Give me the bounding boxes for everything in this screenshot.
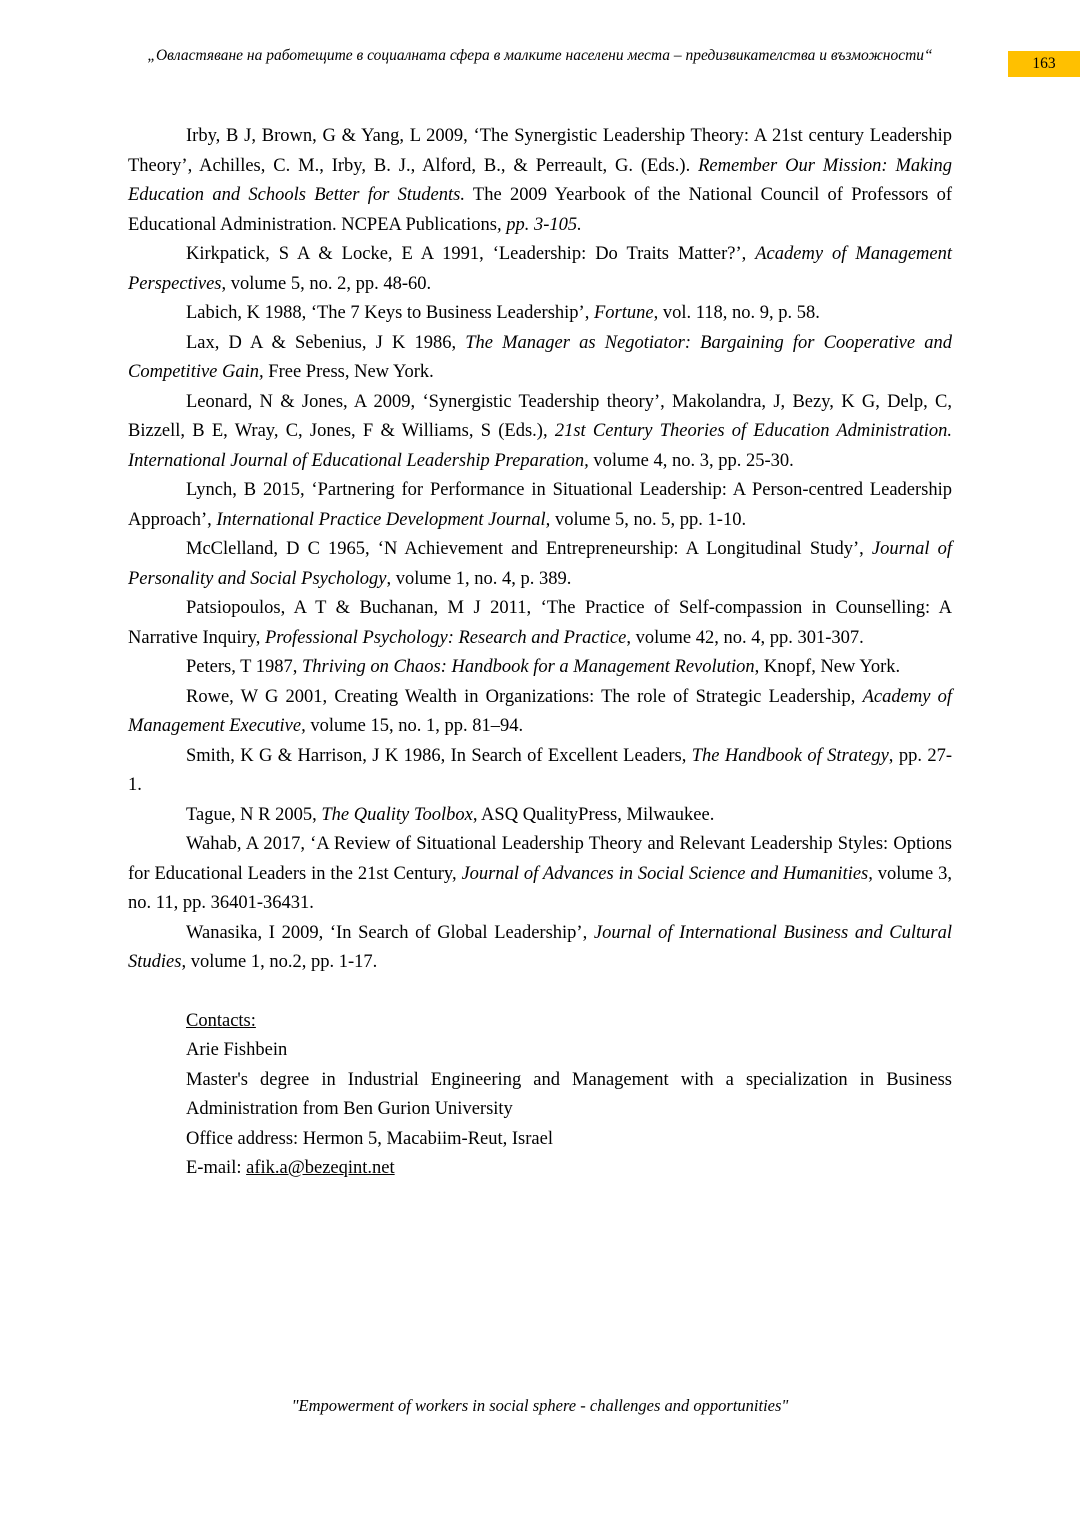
reference-text-run: International Practice Development Journal, — [216, 509, 551, 530]
reference-text-run: Free Press, New York. — [263, 362, 434, 382]
reference-entry — [128, 329, 952, 388]
reference-entry — [128, 801, 952, 831]
reference-text-run: Wahab, A 2017, ‘A Review of Situational Leadership Theory and Relevant Leadership Styles: Options for Educational Leaders in the 21st Century, — [128, 834, 952, 884]
page-header — [0, 44, 1080, 96]
reference-text-run: Wanasika, I 2009, ‘In Search of Global Leadership’, — [186, 922, 594, 943]
reference-text-run: volume 5, no. 5, pp. 1-10. — [550, 509, 747, 530]
reference-text-run: Academy of Management Executive, — [128, 686, 952, 736]
reference-text-run: Rowe, W G 2001, Creating Wealth in Organizations: The role of Strategic Leadership, — [186, 686, 863, 707]
reference-text-run: Patsiopoulos, A T & Buchanan, M J 2011, ‘The Practice of Self-compassion in Counselling: A Narrative Inquiry, — [128, 598, 952, 648]
reference-entry — [128, 594, 952, 653]
reference-text-run: , volume 42, no. 4, pp. 301-307. — [626, 627, 864, 648]
reference-text-run: , volume 5, no. 2, pp. 48-60. — [221, 273, 432, 294]
contact-email-line — [186, 1154, 952, 1184]
reference-entry — [128, 830, 952, 919]
reference-text-run: McClelland, D C 1965, ‘N Achievement and Entrepreneurship: A Longitudinal Study’, — [186, 539, 872, 559]
reference-entry — [128, 240, 952, 299]
reference-entry — [128, 683, 952, 742]
running-title: „Овластяване на работещите в социалната сфера в малките населени места – предизвикателства и възможности“ — [147, 47, 933, 64]
page-number: 163 — [1032, 55, 1056, 72]
reference-entry — [128, 476, 952, 535]
contacts-block — [128, 1007, 952, 1184]
reference-text-run: , pp. 3-105. — [496, 214, 582, 235]
reference-text-run: Journal of Advances in Social Science and Humanities, — [461, 863, 873, 884]
page-number-badge — [1008, 51, 1080, 77]
reference-entry — [128, 388, 952, 477]
reference-entry — [128, 122, 952, 240]
contact-name: Arie Fishbein — [186, 1040, 288, 1060]
reference-text-run: Journal of International Business and Cultural Studies — [128, 922, 953, 972]
reference-text-run: 21st Century Theories of Education Administration. International Journal of Educational Leadership Preparation, — [128, 421, 952, 471]
reference-text-run: Labich, K 1988, ‘The 7 Keys to Business Leadership’, — [186, 303, 594, 323]
reference-text-run: volume 15, no. 1, pp. 81–94. — [305, 716, 524, 736]
reference-text-run: The Quality Toolbox — [321, 804, 473, 825]
reference-text-run: volume 3, no. 11, pp. 36401-36431. — [128, 863, 953, 913]
reference-text-run: Smith, K G & Harrison, J K 1986, In Search of Excellent Leaders, — [186, 745, 692, 766]
reference-text-run: Fortune — [593, 303, 654, 323]
reference-text-run: , Knopf, New York. — [754, 657, 901, 677]
email-label: E-mail: — [186, 1158, 247, 1178]
contact-degree: Master's degree in Industrial Engineering and Management with a specialization in Business Administration from Ben Gurion University — [186, 1069, 952, 1119]
reference-entry — [128, 535, 952, 594]
reference-entry — [128, 299, 952, 329]
page-footer: "Empowerment of workers in social sphere - challenges and opportunities" — [291, 1396, 789, 1415]
reference-entry — [128, 919, 952, 978]
reference-text-run: Lynch, B 2015, ‘Partnering for Performance in Situational Leadership: A Person-centred Leadership Approach’, — [128, 480, 952, 530]
reference-text-run: The Manager as Negotiator: Bargaining for Cooperative and Competitive Gain, — [128, 332, 952, 382]
reference-text-run: Academy of Management Perspectives — [128, 244, 952, 294]
reference-entry — [128, 653, 952, 683]
references-list — [128, 122, 952, 1184]
reference-text-run: Professional Psychology: Research and Practice — [264, 627, 627, 648]
reference-text-run: Tague, N R 2005, — [186, 804, 322, 825]
reference-text-run: Lax, D A & Sebenius, J K 1986, — [186, 332, 466, 353]
reference-text-run: Remember Our Mission: Making Education and Schools Better for Students. — [128, 155, 952, 205]
contacts-title — [186, 1007, 952, 1037]
email-link[interactable]: afik.a@bezeqint.net — [246, 1158, 395, 1178]
contact-office-address: Office address: Hermon 5, Macabiim-Reut, Israel — [186, 1128, 553, 1149]
reference-text-run: Leonard, N & Jones, A 2009, ‘Synergistic Teadership theory’, Makolandra, J, Bezy, K G, Delp, C, Bizzell, B E, Wray, C, Jones, F & Williams, S (Eds.), — [128, 391, 952, 441]
reference-text-run: volume 4, no. 3, pp. 25-30. — [588, 450, 794, 471]
reference-text-run: Journal of Personality and Social Psychology — [128, 539, 952, 589]
reference-text-run: Kirkpatick, S A & Locke, E A 1991, ‘Leadership: Do Traits Matter?’, — [186, 244, 756, 264]
reference-text-run: , volume 1, no. 4, p. 389. — [386, 568, 572, 589]
reference-text-run: Irby, B J, Brown, G & Yang, L 2009, ‘The Synergistic Leadership Theory: A 21st century Leadership Theory’, Achilles, C. M., Irby, B. J., Alford, B., & Perreault, G. (Eds.). — [128, 126, 952, 176]
reference-text-run: Peters, T 1987, — [186, 657, 302, 677]
reference-text-run: Thriving on Chaos: Handbook for a Management Revolution — [301, 657, 755, 677]
contacts-title-text: Contacts: — [186, 1010, 256, 1031]
reference-text-run: , vol. 118, no. 9, p. 58. — [653, 303, 820, 323]
reference-entry — [128, 742, 952, 801]
reference-text-run: , volume 1, no.2, pp. 1-17. — [181, 952, 378, 972]
reference-text-run: The Handbook of Strategy — [691, 745, 889, 766]
reference-text-run: The 2009 Yearbook of the National Council of Professors of Educational Administration. NCPEA Publications — [128, 185, 953, 235]
reference-text-run: , pp. 27-1. — [128, 745, 952, 795]
reference-text-run: , ASQ QualityPress, Milwaukee. — [472, 804, 715, 825]
